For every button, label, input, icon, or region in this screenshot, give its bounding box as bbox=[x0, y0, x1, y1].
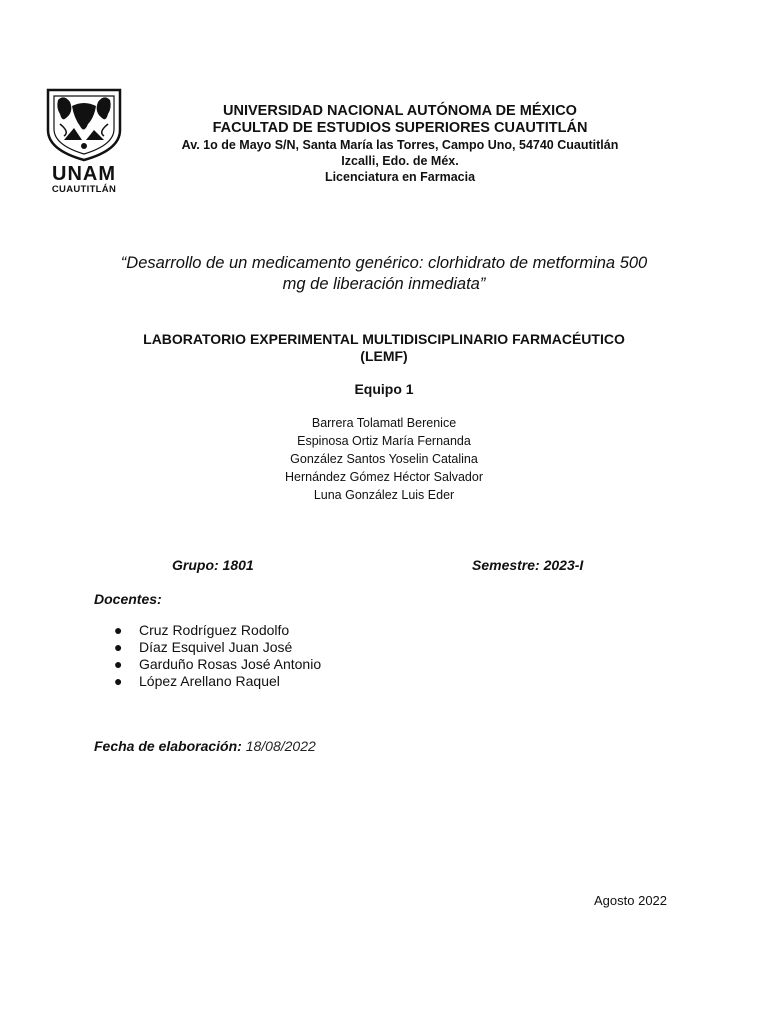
bullet-icon: ● bbox=[114, 656, 123, 672]
program-name: Licenciatura en Farmacia bbox=[324, 170, 476, 184]
list-item bbox=[114, 656, 321, 673]
document-header bbox=[140, 103, 660, 185]
faculty-name: FACULTAD DE ESTUDIOS SUPERIORES CUAUTITLÁN bbox=[212, 120, 588, 136]
lab-line-1: LABORATORIO EXPERIMENTAL MULTIDISCIPLINARIO FARMACÉUTICO bbox=[143, 331, 625, 347]
teachers-list bbox=[114, 622, 321, 690]
date-of-preparation bbox=[94, 738, 316, 754]
university-name: UNIVERSIDAD NACIONAL AUTÓNOMA DE MÉXICO bbox=[223, 103, 577, 119]
team-label: Equipo 1 bbox=[354, 381, 414, 397]
group-field: Grupo: 1801 bbox=[172, 557, 254, 573]
team-member: Espinosa Ortiz María Fernanda bbox=[297, 434, 471, 448]
team-member: Luna González Luis Eder bbox=[313, 488, 455, 502]
date-label: Fecha de elaboración: bbox=[94, 738, 246, 754]
team-member: Hernández Gómez Héctor Salvador bbox=[284, 470, 483, 484]
teacher-name: Garduño Rosas José Antonio bbox=[139, 656, 322, 672]
team-member: Barrera Tolamatl Berenice bbox=[311, 416, 457, 430]
lab-line-2: (LEMF) bbox=[360, 348, 408, 364]
unam-crest-icon bbox=[40, 84, 128, 162]
logo-wordmark: UNAM bbox=[52, 163, 116, 185]
list-item bbox=[114, 622, 321, 639]
bullet-icon: ● bbox=[114, 639, 123, 655]
teachers-label: Docentes: bbox=[94, 591, 162, 607]
title-line-2: mg de liberación inmediata” bbox=[282, 275, 486, 293]
address-line-2: Izcalli, Edo. de Méx. bbox=[341, 154, 459, 168]
lab-name bbox=[100, 331, 668, 365]
teacher-name: Cruz Rodríguez Rodolfo bbox=[139, 622, 290, 638]
document-title bbox=[80, 253, 688, 295]
logo-campus: CUAUTITLÁN bbox=[51, 184, 117, 195]
document-date: Agosto 2022 bbox=[594, 893, 668, 908]
address-line-1: Av. 1o de Mayo S/N, Santa María las Torres, Campo Uno, 54740 Cuautitlán bbox=[181, 138, 619, 152]
team-members bbox=[0, 414, 768, 504]
title-line-1: “Desarrollo de un medicamento genérico: clorhidrato de metformina 500 bbox=[120, 254, 648, 272]
list-item bbox=[114, 639, 321, 656]
semester-field: Semestre: 2023-I bbox=[472, 557, 584, 573]
teacher-name: Díaz Esquivel Juan José bbox=[139, 639, 293, 655]
bullet-icon: ● bbox=[114, 622, 123, 638]
unam-logo bbox=[40, 84, 132, 196]
bullet-icon: ● bbox=[114, 673, 123, 689]
date-value: 18/08/2022 bbox=[245, 738, 316, 754]
list-item bbox=[114, 673, 321, 690]
teacher-name: López Arellano Raquel bbox=[139, 673, 280, 689]
team-member: González Santos Yoselin Catalina bbox=[290, 452, 478, 466]
